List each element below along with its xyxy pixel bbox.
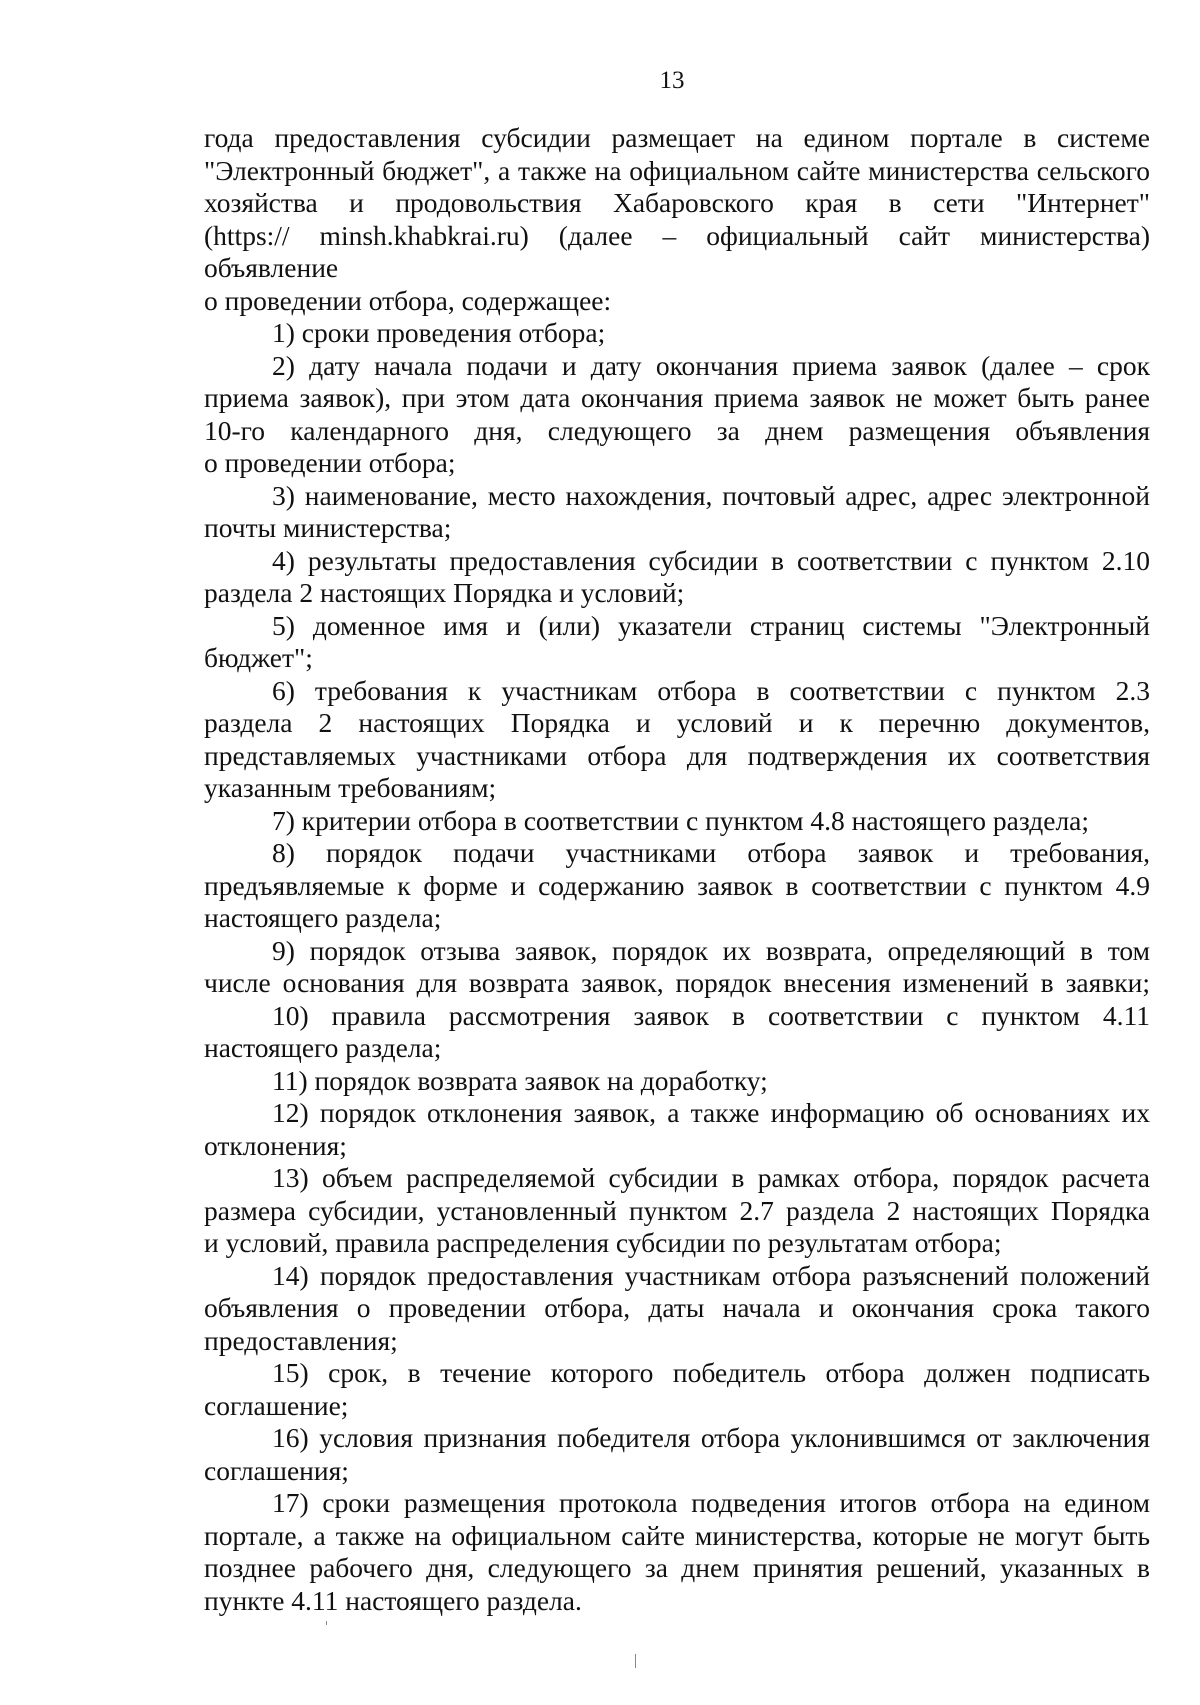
- text-line: 3) наименование, место нахождения, почтовый адрес, адрес электронной: [272, 479, 1150, 511]
- text-line: 13) объем распределяемой субсидии в рамках отбора, порядок расчета: [272, 1162, 1150, 1193]
- text-line: 17) сроки размещения протокола подведения итогов отбора на едином: [272, 1487, 1150, 1518]
- text-line: 4) результаты предоставления субсидии в соответствии с пунктом 2.10: [272, 544, 1150, 576]
- text-line: 11) порядок возврата заявок на доработку;: [272, 1064, 768, 1096]
- text-line: настоящего раздела;: [204, 1032, 442, 1063]
- text-line: 5) доменное имя и (или) указатели страниц системы "Электронный: [272, 609, 1150, 641]
- text-line: портале, а также на официальном сайте министерства, которые не могут быть: [204, 1519, 1150, 1551]
- document-body: [204, 122, 1150, 1617]
- text-line: 2) дату начала подачи и дату окончания приема заявок (далее – срок: [272, 349, 1150, 381]
- text-line: указанным требованиям;: [204, 772, 497, 803]
- text-line: раздела 2 настоящих Порядка и условий и к перечню документов,: [204, 707, 1150, 738]
- scan-speck: [635, 1654, 636, 1668]
- text-line: 9) порядок отзыва заявок, порядок их возврата, определяющий в том: [272, 934, 1150, 966]
- text-line: числе основания для возврата заявок, порядок внесения изменений в заявки;: [204, 967, 1150, 998]
- text-line: и условий, правила распределения субсидии по результатам отбора;: [204, 1227, 1002, 1258]
- text-line: 7) критерии отбора в соответствии с пунктом 4.8 настоящего раздела;: [272, 804, 1090, 836]
- text-line: отклонения;: [204, 1129, 347, 1161]
- text-line: (https:// minsh.khabkrai.ru) (далее – официальный сайт министерства) объявление: [204, 219, 1150, 283]
- text-line: "Электронный бюджет", а также на официальном сайте министерства сельского: [204, 154, 1150, 186]
- text-line: 8) порядок подачи участниками отбора заявок и требования,: [272, 837, 1150, 868]
- scan-speck: [326, 1621, 327, 1625]
- text-line: почты министерства;: [204, 512, 452, 543]
- text-line: размера субсидии, установленный пунктом 2.7 раздела 2 настоящих Порядка: [204, 1194, 1150, 1226]
- text-line: 12) порядок отклонения заявок, а также информацию об основаниях их: [272, 1097, 1150, 1128]
- text-line: соглашение;: [204, 1389, 349, 1421]
- text-line: представляемых участниками отбора для подтверждения их соответствия: [204, 739, 1150, 771]
- text-line: 10-го календарного дня, следующего за днем размещения объявления: [204, 414, 1150, 446]
- text-line: 16) условия признания победителя отбора уклонившимся от заключения: [272, 1422, 1150, 1453]
- text-line: года предоставления субсидии размещает на едином портале в системе: [204, 122, 1150, 153]
- text-line: бюджет";: [204, 642, 313, 673]
- text-line: 15) срок, в течение которого победитель отбора должен подписать: [272, 1357, 1150, 1388]
- text-line: приема заявок), при этом дата окончания приема заявок не может быть ранее: [204, 382, 1150, 413]
- text-line: о проведении отбора, содержащее:: [204, 284, 612, 316]
- text-line: 6) требования к участникам отбора в соответствии с пунктом 2.3: [272, 674, 1150, 706]
- text-line: 14) порядок предоставления участникам отбора разъяснений положений: [272, 1259, 1150, 1291]
- text-line: раздела 2 настоящих Порядка и условий;: [204, 577, 685, 608]
- text-line: хозяйства и продовольствия Хабаровского края в сети "Интернет": [204, 187, 1150, 218]
- text-line: соглашения;: [204, 1454, 349, 1486]
- text-line: о проведении отбора;: [204, 447, 456, 478]
- text-line: 10) правила рассмотрения заявок в соответствии с пунктом 4.11: [272, 999, 1150, 1031]
- text-line: 1) сроки проведения отбора;: [272, 317, 606, 348]
- text-line: объявления о проведении отбора, даты начала и окончания срока такого: [204, 1292, 1150, 1323]
- page-number: 13: [659, 67, 685, 94]
- text-line: предъявляемые к форме и содержанию заявок в соответствии с пунктом 4.9: [204, 869, 1150, 901]
- text-line: предоставления;: [204, 1324, 398, 1356]
- text-line: настоящего раздела;: [204, 902, 442, 933]
- text-line: позднее рабочего дня, следующего за днем принятия решений, указанных в: [204, 1552, 1150, 1583]
- text-line: пункте 4.11 настоящего раздела.: [204, 1584, 582, 1616]
